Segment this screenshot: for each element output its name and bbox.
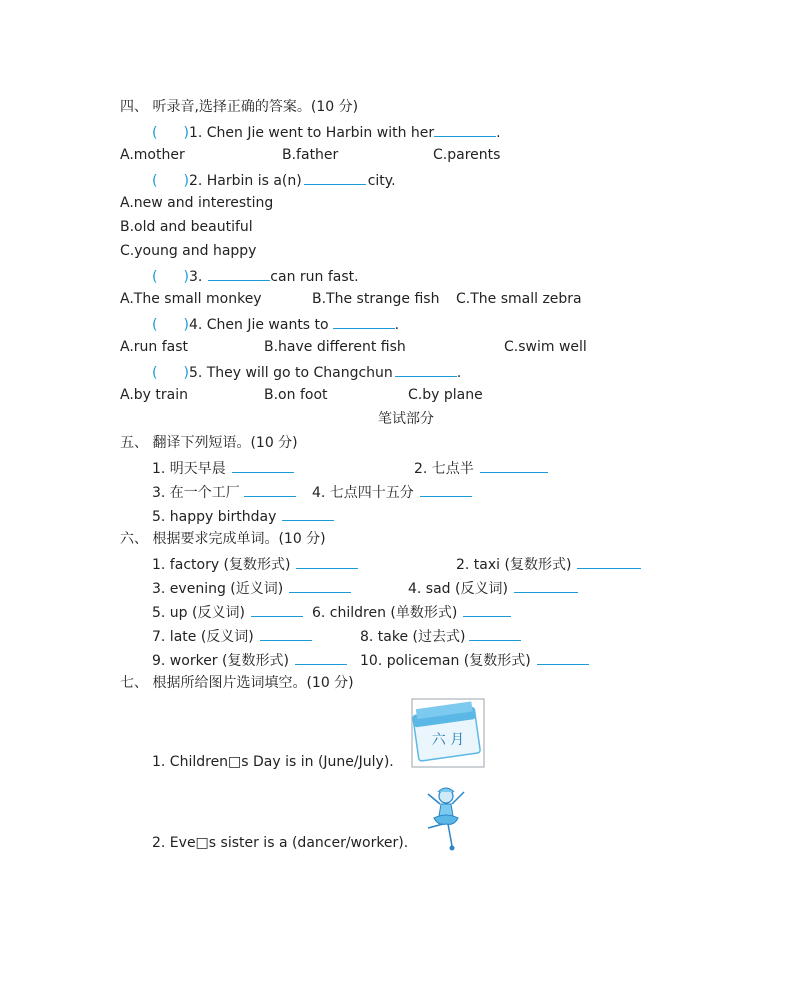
word-item-3-label: 3. evening (近义词) (152, 581, 284, 597)
translate-item-3 (152, 482, 296, 502)
translate-item-4 (312, 482, 472, 502)
word-item-9-label: 9. worker (复数形式) (152, 653, 289, 669)
dancer-girl-icon (418, 782, 474, 854)
answer-blank[interactable] (577, 554, 641, 569)
answer-paren-close: ) (183, 365, 189, 381)
answer-blank[interactable] (333, 314, 395, 329)
translate-item-5-label: 5. happy birthday (152, 509, 277, 525)
answer-paren-close: ) (183, 173, 189, 189)
q2-option-a: A.new and interesting (120, 195, 274, 211)
q3-option-b: B.The strange fish (312, 291, 440, 307)
q2-option-b: B.old and beautiful (120, 219, 253, 235)
question-2-text-post: city. (367, 173, 396, 189)
translate-item-2 (414, 458, 548, 478)
answer-blank[interactable] (232, 458, 294, 473)
question-3-text-pre: 3. (188, 269, 203, 285)
word-item-2 (456, 554, 641, 574)
q4-option-c: C.swim well (504, 339, 587, 355)
word-item-3 (152, 578, 351, 598)
q5-option-c: C.by plane (408, 387, 483, 403)
q4-option-b: B.have different fish (264, 339, 406, 355)
question-3-text-post: can run fast. (270, 269, 359, 285)
question-1-text: 1. Chen Jie went to Harbin with her (188, 125, 435, 141)
answer-blank[interactable] (289, 578, 351, 593)
section-5-title: 五、 翻译下列短语。(10 分) (120, 435, 298, 451)
section-6-title: 六、 根据要求完成单词。(10 分) (120, 531, 326, 547)
word-item-8-label: 8. take (过去式) (360, 629, 466, 645)
word-item-5 (152, 602, 303, 622)
word-item-4 (408, 578, 578, 598)
word-item-8 (360, 626, 521, 646)
section-7-title: 七、 根据所给图片选词填空。(10 分) (120, 675, 354, 691)
answer-blank[interactable] (463, 602, 511, 617)
question-5-end: . (456, 365, 462, 381)
answer-blank[interactable] (304, 170, 366, 185)
word-item-1-label: 1. factory (复数形式) (152, 557, 291, 573)
answer-blank[interactable] (514, 578, 578, 593)
answer-paren-close: ) (183, 125, 189, 141)
q3-option-c: C.The small zebra (456, 291, 582, 307)
answer-blank[interactable] (251, 602, 303, 617)
calendar-icon (410, 697, 486, 769)
calendar-label: 六 月 (431, 732, 465, 748)
answer-paren-close: ) (183, 317, 189, 333)
section-4-title: 四、 听录音,选择正确的答案。(10 分) (120, 99, 359, 115)
word-item-10-label: 10. policeman (复数形式) (360, 653, 531, 669)
q5-option-a: A.by train (120, 387, 188, 403)
answer-blank[interactable] (296, 554, 358, 569)
question-4 (152, 314, 399, 334)
answer-blank[interactable] (469, 626, 521, 641)
answer-paren-open: ( (152, 317, 158, 333)
q1-option-c: C.parents (433, 147, 501, 163)
q3-option-a: A.The small monkey (120, 291, 262, 307)
answer-blank[interactable] (260, 626, 312, 641)
answer-blank[interactable] (208, 266, 270, 281)
question-1 (152, 122, 501, 142)
q1-option-b: B.father (282, 147, 339, 163)
word-item-7-label: 7. late (反义词) (152, 629, 254, 645)
word-item-6 (312, 602, 511, 622)
question-5-text: 5. They will go to Changchun (188, 365, 393, 381)
question-4-text: 4. Chen Jie wants to (188, 317, 329, 333)
answer-paren-open: ( (152, 125, 158, 141)
answer-blank[interactable] (480, 458, 548, 473)
answer-paren-open: ( (152, 173, 158, 189)
translate-item-1 (152, 458, 294, 478)
answer-blank[interactable] (244, 482, 296, 497)
word-item-10 (360, 650, 589, 670)
q4-option-a: A.run fast (120, 339, 189, 355)
answer-blank[interactable] (434, 122, 496, 137)
q5-option-b: B.on foot (264, 387, 328, 403)
question-1-end: . (496, 125, 501, 141)
answer-blank[interactable] (537, 650, 589, 665)
question-4-end: . (394, 317, 400, 333)
answer-paren-open: ( (152, 365, 158, 381)
question-2 (152, 170, 396, 190)
word-item-6-label: 6. children (单数形式) (312, 605, 458, 621)
translate-item-2-label: 2. 七点半 (414, 461, 474, 477)
word-item-2-label: 2. taxi (复数形式) (456, 557, 572, 573)
translate-item-4-label: 4. 七点四十五分 (312, 485, 414, 501)
q1-option-a: A.mother (120, 147, 185, 163)
written-part-heading: 笔试部分 (378, 411, 434, 427)
word-item-5-label: 5. up (反义词) (152, 605, 245, 621)
picture-item-2: 2. Eve□s sister is a (dancer/worker). (152, 835, 409, 851)
question-2-text-pre: 2. Harbin is a(n) (188, 173, 302, 189)
answer-blank[interactable] (420, 482, 472, 497)
q2-option-c: C.young and happy (120, 243, 257, 259)
word-item-7 (152, 626, 312, 646)
question-5 (152, 362, 461, 382)
word-item-9 (152, 650, 347, 670)
answer-blank[interactable] (395, 362, 457, 377)
picture-item-1: 1. Children□s Day is in (June/July). (152, 754, 394, 770)
translate-item-3-label: 3. 在一个工厂 (152, 485, 240, 501)
word-item-4-label: 4. sad (反义词) (408, 581, 508, 597)
answer-blank[interactable] (282, 506, 334, 521)
translate-item-1-label: 1. 明天早晨 (152, 461, 226, 477)
answer-paren-close: ) (183, 269, 189, 285)
answer-paren-open: ( (152, 269, 158, 285)
word-item-1 (152, 554, 358, 574)
translate-item-5 (152, 506, 334, 526)
question-3 (152, 266, 359, 286)
answer-blank[interactable] (295, 650, 347, 665)
